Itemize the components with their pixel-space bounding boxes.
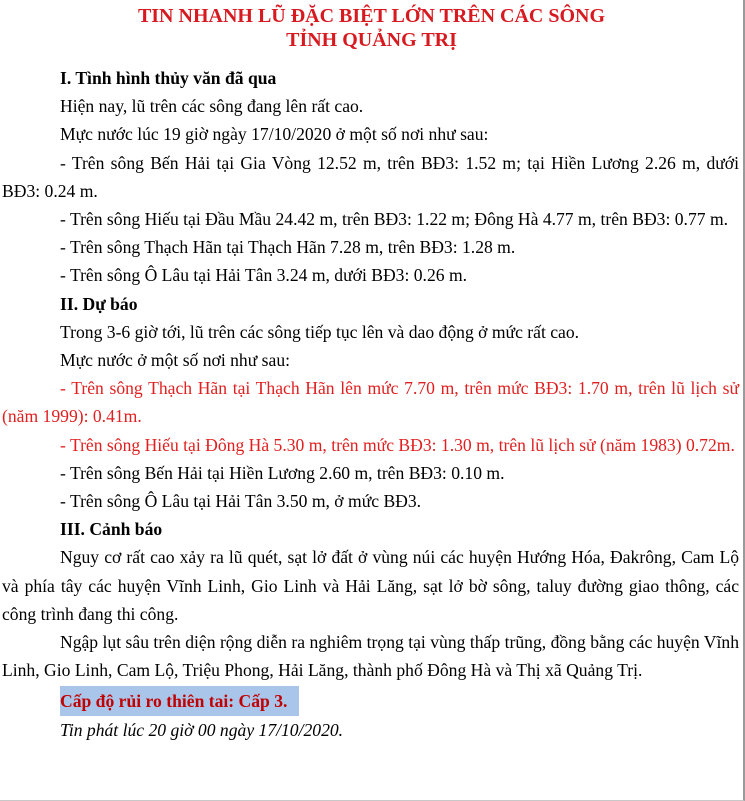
section-1-paragraph-1: Hiện nay, lũ trên các sông đang lên rất cao. <box>60 96 364 117</box>
warning-paragraph-flooding: Ngập lụt sâu trên diện rộng diễn ra nghiêm trọng tại vùng thấp trũng, đồng bằng các huyện Vĩnh Linh, Gio Linh, Cam Lộ, Triệu Phong, Hải Lăng, thành phố Đông Hà và Thị xã Quảng Trị. <box>2 632 739 681</box>
forecast-item-hieu: - Trên sông Hiếu tại Đông Hà 5.30 m, trên mức BĐ3: 1.30 m, trên lũ lịch sử (năm 1983) 0.72m. <box>60 434 735 455</box>
forecast-item-ben-hai: - Trên sông Bến Hải tại Hiền Lương 2.60 m, trên BĐ3: 0.10 m. <box>60 462 505 483</box>
title-line-2: TỈNH QUẢNG TRỊ <box>286 29 457 51</box>
title-line-1: TIN NHANH LŨ ĐẶC BIỆT LỚN TRÊN CÁC SÔNG <box>137 5 606 27</box>
risk-level-row <box>2 686 739 716</box>
issued-time: Tin phát lúc 20 giờ 00 ngày 17/10/2020. <box>60 720 344 741</box>
section-3-heading: III. Cảnh báo <box>60 519 163 540</box>
observation-item-hieu: - Trên sông Hiếu tại Đầu Mầu 24.42 m, trên BĐ3: 1.22 m; Đông Hà 4.77 m, trên BĐ3: 0.77 m. <box>60 209 729 230</box>
forecast-item-thach-han: - Trên sông Thạch Hãn tại Thạch Hãn lên mức 7.70 m, trên mức BĐ3: 1.70 m, trên lũ lịch sử (năm 1999): 0.41m. <box>2 378 739 427</box>
section-1-heading: I. Tình hình thủy văn đã qua <box>60 68 277 88</box>
warning-paragraph-landslide: Nguy cơ rất cao xảy ra lũ quét, sạt lở đất ở vùng núi các huyện Hướng Hóa, Đakrông, Cam Lộ và phía tây các huyện Vĩnh Linh, Gio Linh và Hải Lăng, sạt lở bờ sông, taluy đường giao thông, các công trình đang thi công. <box>2 547 739 624</box>
observation-item-o-lau: - Trên sông Ô Lâu tại Hải Tân 3.24 m, dưới BĐ3: 0.26 m. <box>60 265 468 286</box>
forecast-item-o-lau: - Trên sông Ô Lâu tại Hải Tân 3.50 m, ở mức BĐ3. <box>60 491 422 512</box>
section-1-paragraph-2: Mực nước lúc 19 giờ ngày 17/10/2020 ở một số nơi như sau: <box>60 124 489 145</box>
observation-item-thach-han: - Trên sông Thạch Hãn tại Thạch Hãn 7.28 m, trên BĐ3: 1.28 m. <box>60 237 516 258</box>
section-2-heading: II. Dự báo <box>60 293 138 314</box>
risk-level-highlight: Cấp độ rủi ro thiên tai: Cấp 3. <box>60 686 299 716</box>
document-title <box>0 0 743 52</box>
document-body <box>0 64 743 745</box>
section-2-paragraph-1: Trong 3-6 giờ tới, lũ trên các sông tiếp tục lên và dao động ở mức rất cao. <box>60 321 580 342</box>
observation-item-ben-hai: - Trên sông Bến Hải tại Gia Vòng 12.52 m, trên BĐ3: 1.52 m; tại Hiền Lương 2.26 m, dưới BĐ3: 0.24 m. <box>2 152 739 201</box>
section-2-paragraph-2: Mực nước ở một số nơi như sau: <box>60 350 290 371</box>
